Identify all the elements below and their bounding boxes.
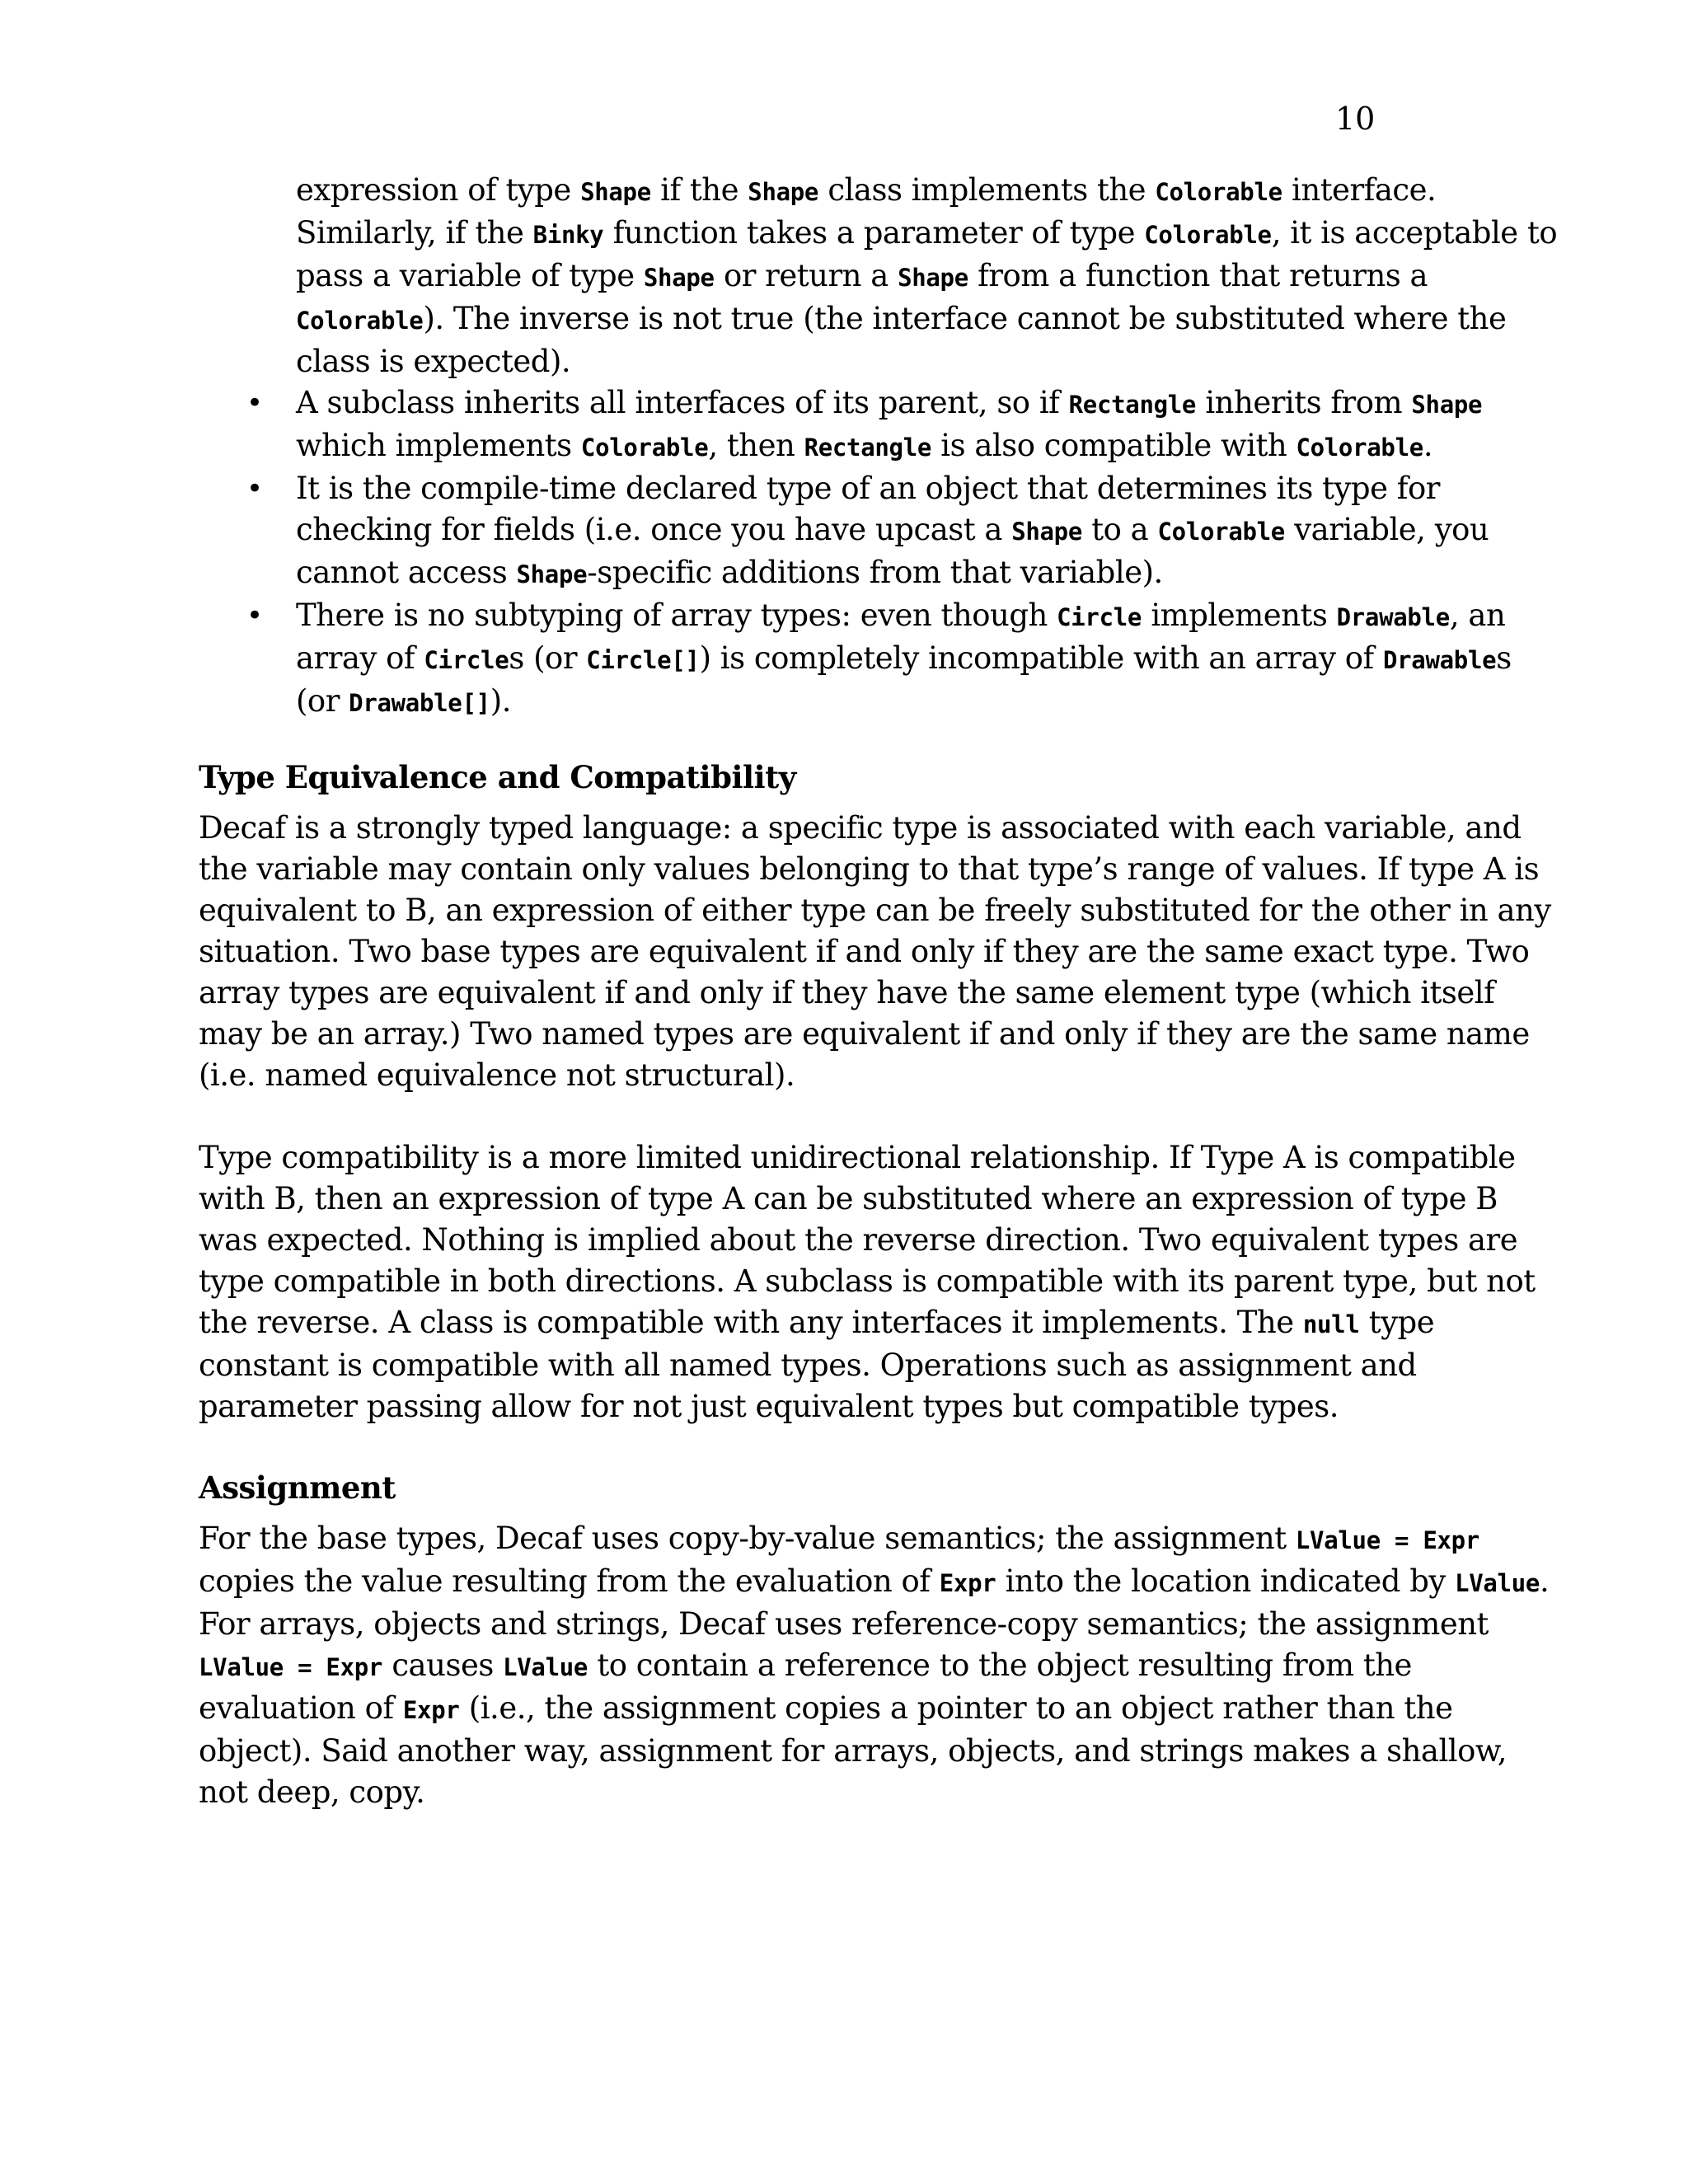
inline-code: Circle (424, 646, 509, 674)
bullet-icon: • (246, 599, 263, 632)
paragraph: Decaf is a strongly typed language: a specific type is associated with each variable, and the variable may contain only values belonging to that type’s range of values. If type A is equivalent to B, an expression of either type can be freely substituted for the other in any situation. Two base types are equivalent if and only if they are the same exact type. Two array types are equivalent if and only if they have the same element type (which itself may be an array.) Two named types are equivalent if and only if they are the same name (i.e. named equivalence not structural). (199, 810, 1551, 1093)
inline-code: Drawable (1382, 646, 1497, 674)
list-item-text: There is no subtyping of array types: even though Circle implements Drawable, an array of Circles (or Circle[]) is completely incompatible with an array of Drawables (or Drawable[]). (296, 598, 1512, 719)
inline-code: Circle (1057, 603, 1142, 631)
section-heading-type-equivalence: Type Equivalence and Compatibility (199, 759, 796, 795)
inline-code: Rectangle (804, 434, 932, 462)
inline-code: Colorable (1155, 178, 1282, 206)
inline-code: LValue = Expr (199, 1653, 383, 1681)
page-content (199, 170, 1559, 1813)
list-item-text: A subclass inherits all interfaces of its parent, so if Rectangle inherits from Shape which implements Colorable, then Rectangle is also compatible with Colorable. (296, 385, 1483, 463)
page-number: 10 (1335, 101, 1376, 137)
paragraph: For the base types, Decaf uses copy-by-value semantics; the assignment LValue = Expr copies the value resulting from the evaluation of Expr into the location indicated by LValue. For arrays, objects and strings, Decaf uses reference-copy semantics; the assignment LValue = Expr causes LValue to contain a reference to the object resulting from the evaluation of Expr (i.e., the assignment copies a pointer to an object rather than the object). Said another way, assignment for arrays, objects, and strings makes a shallow, not deep, copy. (199, 1521, 1550, 1810)
inline-code: LValue = Expr (1295, 1526, 1479, 1554)
inline-code: Shape (1411, 391, 1483, 419)
inline-code: Circle[] (586, 646, 700, 674)
bullet-icon: • (246, 387, 263, 419)
inline-code: Shape (748, 178, 819, 206)
list-item-continued: expression of type Shape if the Shape class implements the Colorable interface. Similarly, if the Binky function takes a parameter of type Colorable, it is acceptable to pass a variable of type Shape or return a Shape from a function that returns a Colorable). The inverse is not true (the interface cannot be substituted where the class is expected). (296, 172, 1558, 379)
list-item-text: It is the compile-time declared type of an object that determines its type for checking for fields (i.e. once you have upcast a Shape to a Colorable variable, you cannot access Shape-specific additions from that variable). (296, 471, 1489, 590)
section-heading-assignment: Assignment (199, 1469, 396, 1506)
inline-code: Colorable (1157, 518, 1285, 546)
inline-code: Shape (580, 178, 651, 206)
inline-code: Expr (402, 1696, 460, 1724)
paragraph: Type compatibility is a more limited unidirectional relationship. If Type A is compatible with B, then an expression of type A can be substituted where an expression of type B was expected. Nothing is implied about the reverse direction. Two equivalent types are type compatible in both directions. A subclass is compatible with its parent type, but not the reverse. A class is compatible with any interfaces it implements. The null type constant is compatible with all named types. Operations such as assignment and parameter passing allow for not just equivalent types but compatible types. (199, 1140, 1536, 1424)
inline-code: Rectangle (1068, 391, 1197, 419)
inline-code: Shape (516, 560, 588, 588)
inline-code: Colorable (580, 434, 709, 462)
inline-code: Shape (643, 264, 715, 292)
inline-code: null (1302, 1310, 1360, 1338)
inline-code: Colorable (1144, 221, 1272, 249)
inline-code: LValue (1455, 1569, 1540, 1597)
inline-code: LValue (503, 1653, 588, 1681)
bullet-icon: • (246, 472, 263, 505)
inline-code: Shape (898, 264, 968, 292)
inline-code: Drawable (1336, 603, 1450, 631)
bullet-list (246, 170, 1559, 724)
inline-code: Drawable[] (349, 689, 490, 717)
inline-code: Expr (939, 1569, 996, 1597)
list-item (246, 468, 1559, 595)
inline-code: Colorable (296, 307, 424, 335)
inline-code: Binky (532, 221, 604, 249)
list-item (246, 595, 1559, 724)
inline-code: Colorable (1296, 434, 1423, 462)
list-item (246, 382, 1559, 468)
inline-code: Shape (1011, 518, 1083, 546)
